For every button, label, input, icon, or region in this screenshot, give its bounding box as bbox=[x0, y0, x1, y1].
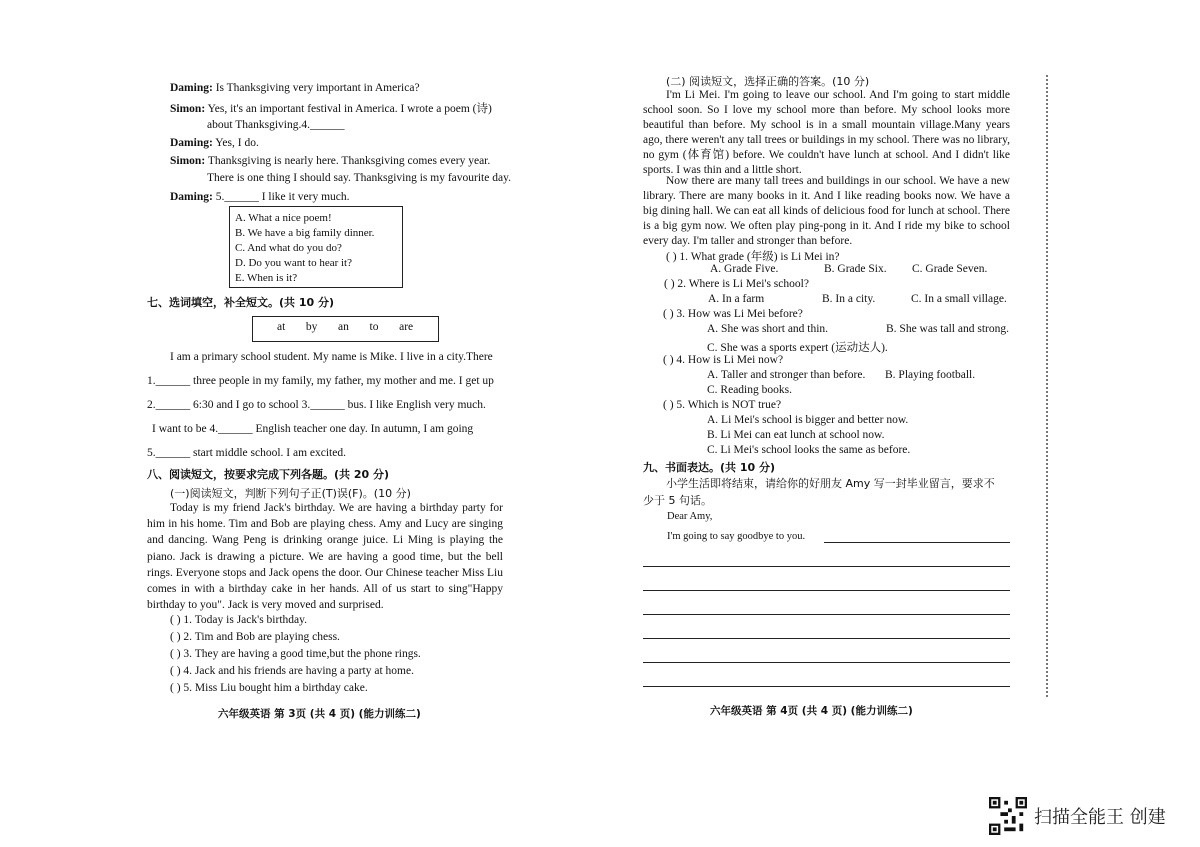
mcq-4-option-b: B. Playing football. bbox=[885, 369, 976, 381]
option-c: C. And what do you do? bbox=[235, 242, 342, 254]
section-9-prompt-line-1: 小学生活即将结束，请给你的好朋友 Amy 写一封毕业留言，要求不 bbox=[666, 477, 995, 490]
mcq-1-option-c: C. Grade Seven. bbox=[912, 263, 988, 275]
mcq-question-2: ( ) 2. Where is Li Mei's school? bbox=[664, 278, 809, 290]
mcq-question-3: ( ) 3. How was Li Mei before? bbox=[663, 308, 803, 320]
dialog-text: 5.______ I like it very much. bbox=[215, 191, 350, 203]
dialog-text: Is Thanksgiving very important in America? bbox=[215, 82, 420, 94]
option-e: E. When is it? bbox=[235, 272, 298, 284]
cloze-line-3: 2.______ 6:30 and I go to school 3.______ bus. I like English very much. bbox=[147, 399, 486, 411]
cloze-line-1: I am a primary school student. My name is Mike. I live in a city.There bbox=[170, 351, 493, 363]
dialog-line-2 bbox=[170, 100, 492, 116]
mcq-2-option-a: A. In a farm bbox=[708, 293, 765, 305]
mcq-3-option-a: A. She was short and thin. bbox=[707, 323, 829, 335]
mcq-4-option-c: C. Reading books. bbox=[707, 384, 792, 396]
binding-dotted-line bbox=[1046, 75, 1048, 697]
cloze-line-5: 5.______ start middle school. I am excited. bbox=[147, 447, 346, 459]
section-8a-title: (一)阅读短文，判断下列句子正(T)误(F)。(10 分) bbox=[170, 487, 411, 500]
speaker: Daming: bbox=[170, 137, 213, 149]
dialog-line-5 bbox=[170, 155, 490, 167]
mcq-3-option-b: B. She was tall and strong. bbox=[886, 323, 1009, 335]
mcq-3-option-c: C. She was a sports expert (运动达人). bbox=[707, 342, 888, 354]
tf-question-1: ( ) 1. Today is Jack's birthday. bbox=[170, 614, 308, 626]
mcq-5-option-b: B. Li Mei can eat lunch at school now. bbox=[707, 429, 885, 441]
scanner-watermark: 扫描全能王 创建 bbox=[1034, 807, 1166, 828]
option-a: A. What a nice poem! bbox=[235, 212, 332, 224]
dialog-line-4 bbox=[170, 137, 259, 149]
dialog-line-1 bbox=[170, 82, 420, 94]
writing-line bbox=[643, 638, 1010, 639]
section-9-title: 九、书面表达。(共 10 分) bbox=[643, 461, 776, 474]
mcq-question-5: ( ) 5. Which is NOT true? bbox=[663, 399, 782, 411]
writing-line bbox=[643, 662, 1010, 663]
mcq-1-option-a: A. Grade Five. bbox=[710, 263, 779, 275]
speaker: Simon: bbox=[170, 103, 206, 115]
passage-1: Today is my friend Jack's birthday. We are having a birthday party for him in his home. Tim and Bob are playing chess. Amy and Lucy are singing and dancing. Wang Peng is drinking orange juice. Li Ming is playing the piano. Jack is drawing a picture. We are having a good time, but the bell rings. Everyone stops and Jack opens the door. Our Chinese teacher Miss Liu comes in with a birthday cake in her hands. All of us start to sing"Happy birthday to you". Jack is very moved and surprised. bbox=[147, 502, 503, 612]
mcq-question-1: ( ) 1. What grade (年级) is Li Mei in? bbox=[666, 251, 840, 263]
writing-line bbox=[643, 566, 1010, 567]
letter-greeting: Dear Amy, bbox=[667, 511, 713, 522]
speaker: Simon: bbox=[170, 155, 206, 167]
speaker: Daming: bbox=[170, 82, 213, 94]
writing-line bbox=[643, 590, 1010, 591]
dialog-text: There is one thing I should say. Thanksgiving is my favourite day. bbox=[207, 172, 511, 184]
left-page-footer: 六年级英语 第 3页 (共 4 页) (能力训练二) bbox=[218, 708, 421, 720]
cloze-line-4: I want to be 4.______ English teacher one day. In autumn, I am going bbox=[152, 423, 474, 435]
option-b: B. We have a big family dinner. bbox=[235, 227, 375, 239]
cloze-line-2: 1.______ three people in my family, my father, my mother and me. I get up bbox=[147, 375, 494, 387]
writing-line bbox=[643, 686, 1010, 687]
passage-2-paragraph-1: I'm Li Mei. I'm going to leave our school. And I'm going to start middle school soon. So I love my school more than before. My school looks more beautiful than before. My school is in a small mountain village.Many years ago, there weren't any tall trees or buildings in my school. There was no library, no gym (体育馆) before. We couldn't have lunch at school. And I didn't like sports. I was thin and a little short. bbox=[643, 89, 1010, 176]
tf-question-4: ( ) 4. Jack and his friends are having a party at home. bbox=[170, 665, 414, 677]
section-7-title: 七、选词填空，补全短文。(共 10 分) bbox=[147, 296, 335, 309]
mcq-2-option-c: C. In a small village. bbox=[911, 293, 1007, 305]
word-bank: at by an to are bbox=[277, 321, 414, 333]
option-d: D. Do you want to hear it? bbox=[235, 257, 352, 269]
section-8b-title: (二) 阅读短文，选择正确的答案。(10 分) bbox=[666, 75, 870, 88]
section-9-prompt-line-2: 少于 5 句话。 bbox=[643, 494, 712, 507]
mcq-4-option-a: A. Taller and stronger than before. bbox=[707, 369, 866, 381]
tf-question-5: ( ) 5. Miss Liu bought him a birthday cake. bbox=[170, 682, 368, 694]
passage-2-paragraph-2: Now there are many tall trees and buildings in our school. We have a new library. There are many books in it. And I like reading books now. We have a big dining hall. We can eat all kinds of delicious food for lunch at school. There is a big gym now. We often play ping-pong in it. And I ride my bike to school every day. I'm taller and stronger than before. bbox=[643, 175, 1010, 247]
dialog-text: about Thanksgiving.4.______ bbox=[207, 119, 345, 131]
qr-code-icon bbox=[989, 797, 1027, 835]
speaker: Daming: bbox=[170, 191, 213, 203]
mcq-2-option-b: B. In a city. bbox=[822, 293, 876, 305]
mcq-5-option-c: C. Li Mei's school looks the same as before. bbox=[707, 444, 911, 456]
tf-question-2: ( ) 2. Tim and Bob are playing chess. bbox=[170, 631, 340, 643]
right-page-footer: 六年级英语 第 4页 (共 4 页) (能力训练二) bbox=[710, 705, 913, 717]
letter-first-line: I'm going to say goodbye to you. bbox=[667, 531, 806, 542]
dialog-line-3 bbox=[207, 119, 344, 131]
section-8-title: 八、阅读短文，按要求完成下列各题。(共 20 分) bbox=[147, 468, 390, 481]
mcq-1-option-b: B. Grade Six. bbox=[824, 263, 887, 275]
dialog-text: Yes, it's an important festival in America. I wrote a poem (诗) bbox=[207, 103, 492, 115]
mcq-question-4: ( ) 4. How is Li Mei now? bbox=[663, 354, 784, 366]
writing-line bbox=[643, 614, 1010, 615]
dialog-line-6 bbox=[207, 172, 511, 184]
tf-question-3: ( ) 3. They are having a good time,but the phone rings. bbox=[170, 648, 421, 660]
dialog-text: Thanksgiving is nearly here. Thanksgiving comes every year. bbox=[207, 155, 491, 167]
dialog-line-7 bbox=[170, 191, 350, 203]
dialog-text: Yes, I do. bbox=[215, 137, 259, 149]
writing-line bbox=[824, 542, 1010, 543]
mcq-5-option-a: A. Li Mei's school is bigger and better now. bbox=[707, 414, 909, 426]
